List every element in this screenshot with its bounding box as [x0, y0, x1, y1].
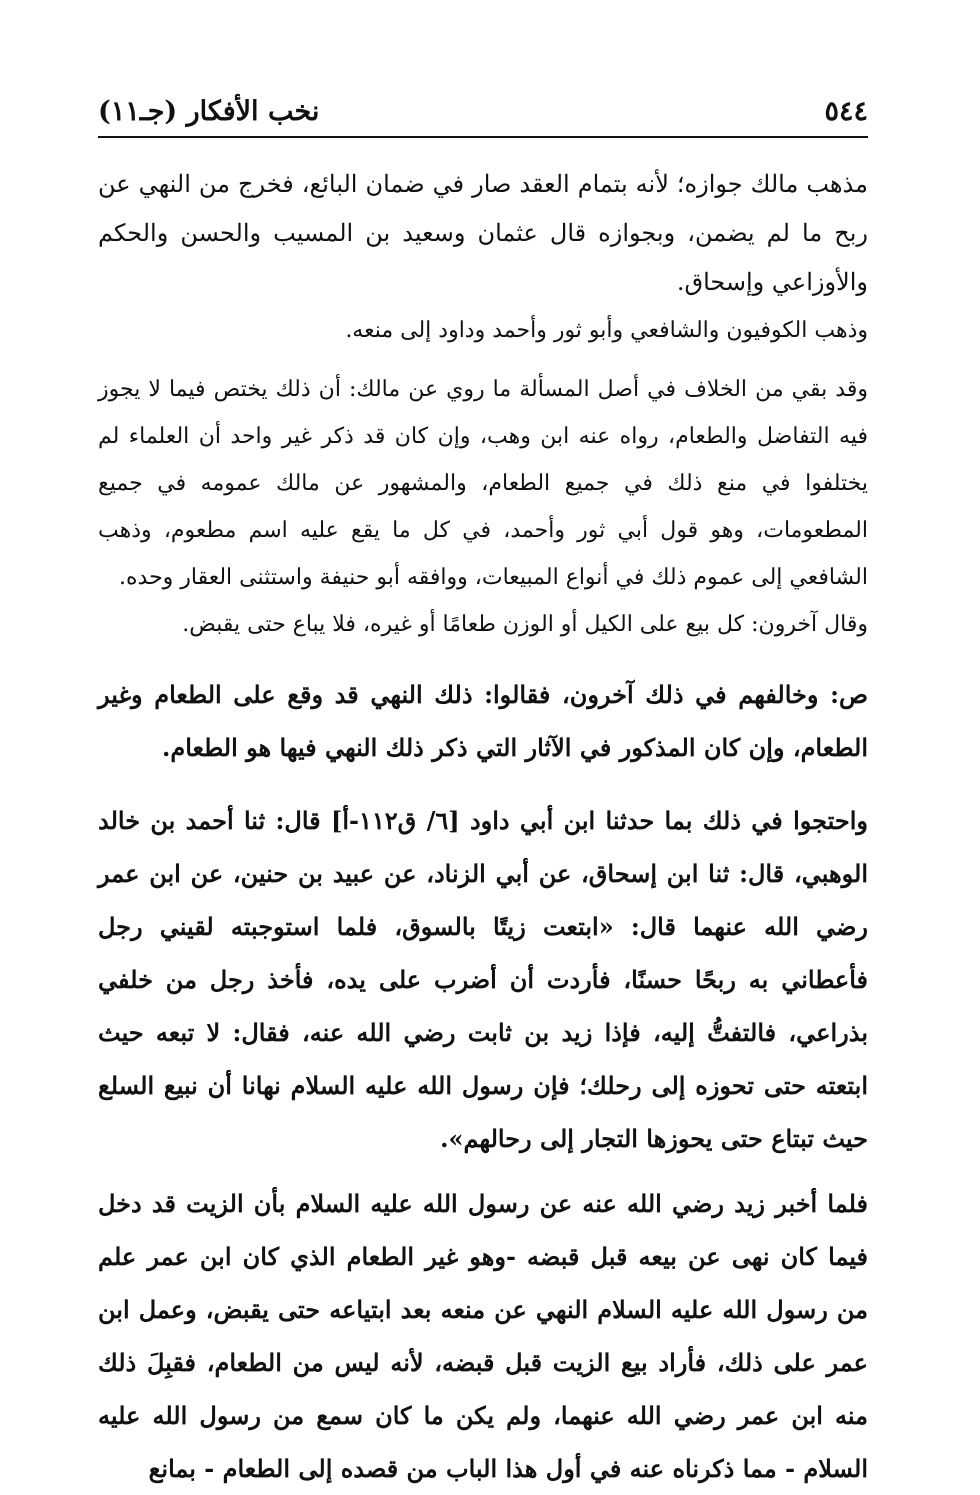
commentary-paragraph-4: وقال آخرون: كل بيع على الكيل أو الوزن طعامًا أو غيره، فلا يباع حتى يقبض. — [182, 612, 868, 637]
matn-paragraph — [98, 668, 868, 774]
page-header — [98, 92, 868, 132]
sharh-paragraph: فلما أخبر زيد رضي الله عنه عن رسول الله عليه السلام بأن الزيت قد دخل فيما كان نهى عن بيعه قبل قبضه -وهو غير الطعام الذي كان ابن عمر علم من رسول الله عليه السلام النهي عن منعه بعد ابتياعه حتى يقبض، وعمل ابن عمر على ذلك، فأراد بيع الزيت قبل قبضه، لأنه ليس من الطعام، فقبِلَ ذلك منه ابن عمر رضي الله عنهما، ولم يكن ما كان سمع من رسول الله عليه السلام - مما ذكرناه عنه في أول هذا الباب من قصده إلى الطعام - بمانع — [98, 1189, 869, 1483]
page-body — [98, 160, 868, 1495]
matn-marker: ص: — [830, 680, 868, 709]
matn-text: وخالفهم في ذلك آخرون، فقالوا: ذلك النهي قد وقع على الطعام وغير الطعام، وإن كان المذكور في الآثار التي ذكر ذلك النهي فيها هو الطعام. — [98, 680, 868, 762]
commentary-paragraph-2: وذهب الكوفيون والشافعي وأبو ثور وأحمد وداود إلى منعه. — [345, 318, 868, 343]
hadith-paragraph: واحتجوا في ذلك بما حدثنا ابن أبي داود [٦/ ق١١٢-أ] قال: ثنا أحمد بن خالد الوهبي، قال: ثنا ابن إسحاق، عن أبي الزناد، عن عبيد بن حنين، عن ابن عمر رضي الله عنهما قال: «ابتعت زيتًا بالسوق، فلما استوجبته لقيني رجل فأعطاني به ربحًا حسنًا، فأردت أن أضرب على يده، فأخذ رجل من خلفي بذراعي، فالتفتُّ إليه، فإذا زيد بن ثابت رضي الله عنه، فقال: لا تبعه حيث ابتعته حتى تحوزه إلى رحلك؛ فإن رسول الله عليه السلام نهانا أن نبيع السلع حيث تبتاع حتى يحوزها التجار إلى رحالهم». — [98, 806, 869, 1153]
header-rule — [98, 136, 868, 138]
commentary-paragraph-1: مذهب مالك جوازه؛ لأنه بتمام العقد صار في ضمان البائع، فخرج من النهي عن ربح ما لم يضمن، وبجوازه قال عثمان وسعيد بن المسيب والحسن والحكم والأوزاعي وإسحاق. — [98, 170, 868, 296]
book-title: نخب الأفكار (جـ١١) — [98, 96, 320, 127]
page-number: ٥٤٤ — [824, 96, 868, 127]
commentary-paragraph-3: وقد بقي من الخلاف في أصل المسألة ما روي عن مالك: أن ذلك يختص فيما لا يجوز فيه التفاضل والطعام، رواه عنه ابن وهب، وإن كان قد ذكر غير واحد أن العلماء لم يختلفوا في منع ذلك في جميع الطعام، والمشهور عن مالك عمومه في جميع المطعومات، وهو قول أبي ثور وأحمد، في كل ما يقع عليه اسم مطعوم، وذهب الشافعي إلى عموم ذلك في أنواع المبيعات، ووافقه أبو حنيفة واستثنى العقار وحده. — [98, 377, 868, 590]
